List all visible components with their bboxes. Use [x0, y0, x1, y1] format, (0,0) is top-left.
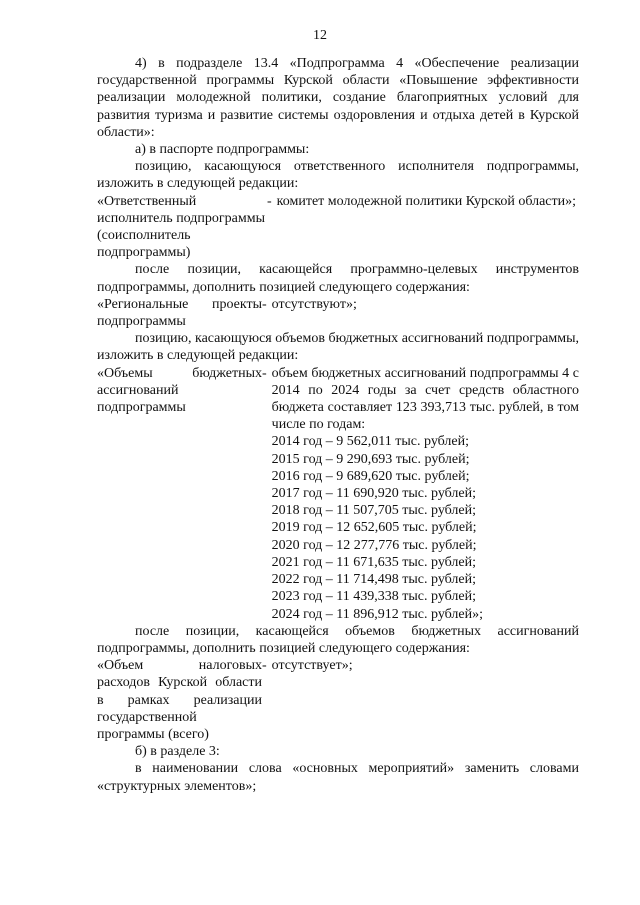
page-number: 12: [313, 28, 327, 43]
passport-row-executor-label: «Ответственный исполнитель подпрограммы (соисполнитель подпрограммы): [97, 193, 265, 261]
budget-year-2023: 2023 год – 11 439,338 тыс. рублей;: [271, 589, 476, 605]
budget-year-2018: 2018 год – 11 507,705 тыс. рублей;: [271, 503, 476, 519]
document-body: [97, 55, 579, 795]
budget-year-2014: 2014 год – 9 562,011 тыс. рублей;: [271, 434, 469, 450]
budget-year-2019: 2019 год – 12 652,605 тыс. рублей;: [271, 520, 477, 536]
budget-total: объем бюджетных ассигнований подпрограммы 4 с 2014 по 2024 годы за счет средств областного бюджета составляет 123 393,713 тыс. рублей, в том числе по годам:: [271, 365, 579, 433]
passport-row-regional-projects: [97, 296, 579, 330]
budget-year-2022: 2022 год – 11 714,498 тыс. рублей;: [271, 572, 476, 588]
budget-year-2017: 2017 год – 11 690,920 тыс. рублей;: [271, 486, 476, 502]
item-b: б) в разделе 3:: [135, 744, 220, 760]
paragraph-section-4: 4) в подразделе 13.4 «Подпрограмма 4 «Обеспечение реализации государственной программы Курской области «Повышение эффективности реализации молодежной политики, создание благоприятных условий для развития туризма и развитие системы оздоровления и отдыха детей в Курской области»:: [97, 56, 579, 140]
paragraph-position-budget: позицию, касающуюся объемов бюджетных ассигнований подпрограммы, изложить в следующей редакции:: [97, 331, 579, 364]
passport-row-executor-value: комитет молодежной политики Курской области»;: [276, 193, 577, 209]
budget-year-2020: 2020 год – 12 277,776 тыс. рублей;: [271, 537, 477, 553]
passport-row-regional-projects-dash: -: [262, 296, 267, 312]
passport-row-budget-label: «Объемы бюджетных ассигнований подпрограммы: [97, 365, 262, 416]
paragraph-rename: в наименовании слова «основных мероприятий» заменить словами «структурных элементов»;: [97, 761, 579, 794]
passport-row-tax-expenses-label: «Объем налоговых расходов Курской области в рамках реализации государственной программы (всего): [97, 658, 262, 742]
passport-row-regional-projects-value: отсутствуют»;: [271, 296, 357, 312]
passport-row-budget-value: [272, 365, 579, 623]
item-a: а) в паспорте подпрограммы:: [135, 142, 310, 158]
budget-year-2024: 2024 год – 11 896,912 тыс. рублей»;: [271, 606, 483, 622]
passport-row-executor-dash: -: [267, 193, 272, 209]
passport-row-budget-dash: -: [262, 365, 267, 381]
passport-row-regional-projects-label: «Региональные проекты подпрограммы: [97, 296, 262, 330]
passport-row-tax-expenses-dash: -: [262, 658, 267, 674]
budget-year-2021: 2021 год – 11 671,635 тыс. рублей;: [271, 554, 476, 570]
passport-row-tax-expenses-value: отсутствует»;: [271, 658, 353, 674]
passport-row-tax-expenses: [97, 657, 579, 743]
budget-year-2015: 2015 год – 9 290,693 тыс. рублей;: [271, 451, 470, 467]
budget-year-2016: 2016 год – 9 689,620 тыс. рублей;: [271, 468, 470, 484]
paragraph-after-budget: после позиции, касающейся объемов бюджетных ассигнований подпрограммы, дополнить позицией следующего содержания:: [97, 623, 579, 656]
passport-row-budget: [97, 365, 579, 623]
paragraph-position-executor: позицию, касающуюся ответственного исполнителя подпрограммы, изложить в следующей редакции:: [97, 159, 579, 192]
passport-row-executor: [97, 193, 579, 262]
paragraph-after-programs: после позиции, касающейся программно-целевых инструментов подпрограммы, дополнить позицией следующего содержания:: [97, 262, 579, 295]
